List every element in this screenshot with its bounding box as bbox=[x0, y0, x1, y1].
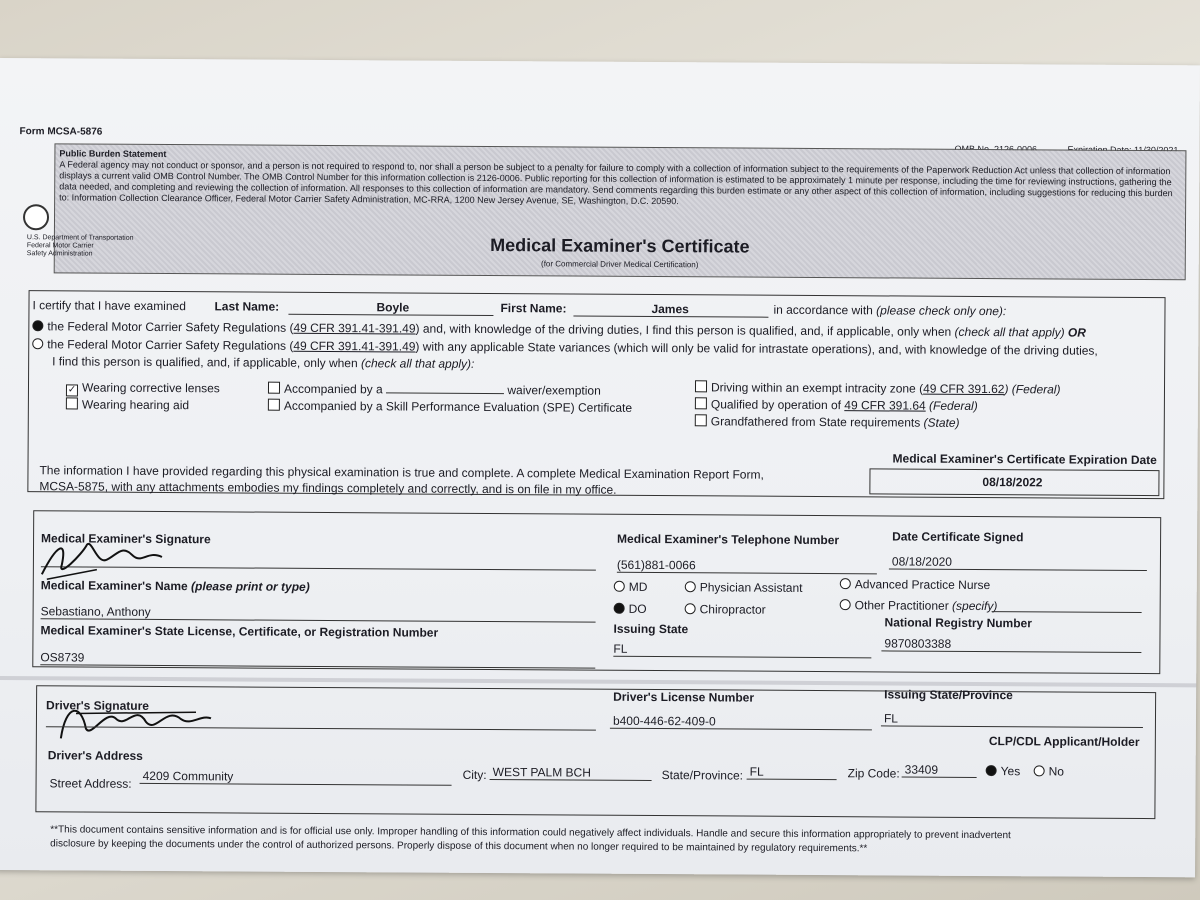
apn-radio[interactable] bbox=[840, 578, 851, 589]
cond-label: Grandfathered from State requirements bbox=[710, 414, 921, 430]
cond-hearing[interactable] bbox=[66, 397, 189, 412]
burden-text: A Federal agency may not conduct or sponsor, and a person is not required to respond to, nor shall a person be subject to a penalty for failure to comply with a collection of information subject to the requirements of the Paperwork Reduction Act unless that collection of information displays a current valid OMB Control Number. The OMB Control Number for this information collection is 2126-0006. Public reporting for this collection of information is estimated to be approximately 1 minute per response, including the time for reviewing instructions, gathering the data needed, and completing and reviewing the collection of information. All responses to this collection of information are mandatory. Send comments regarding this burden estimate or any other aspect of this collection of information, including suggestions for reducing this burden to: Information Collection Clearance Officer, Federal Motor Carrier Safety Administration, MC-RRA, 1200 New Jersey Avenue, SE, Washington, D.C. 20590. bbox=[59, 159, 1173, 207]
credential-label: Physician Assistant bbox=[699, 580, 803, 595]
credential-label: MD bbox=[628, 579, 648, 594]
option-text: the Federal Motor Carrier Safety Regulations ( bbox=[47, 319, 294, 335]
grandfathered-checkbox[interactable] bbox=[695, 414, 707, 426]
option-text: ) with any applicable State variances (which will only be valid for intrastate operations), and, with knowledge of the driving duties, bbox=[415, 339, 1098, 358]
clp-yes-radio[interactable] bbox=[986, 765, 997, 776]
registry-value[interactable]: 9870803388 bbox=[884, 636, 952, 651]
examiner-license-value[interactable]: OS8739 bbox=[40, 650, 85, 665]
clp-yes[interactable] bbox=[986, 764, 1021, 778]
clp-no-radio[interactable] bbox=[1034, 765, 1045, 776]
option-state-radio[interactable] bbox=[32, 338, 43, 349]
cond-note: (State) bbox=[923, 415, 960, 430]
cfr-link[interactable]: 49 CFR 391.64 bbox=[844, 398, 926, 413]
date-signed-label: Date Certificate Signed bbox=[892, 529, 1024, 545]
cond-intracity[interactable] bbox=[695, 380, 1061, 396]
option-text: ) and, with knowledge of the driving duties, I find this person is qualified, and, if applicable, only when bbox=[415, 321, 952, 339]
cond-label: waiver/exemption bbox=[507, 383, 601, 398]
agency-line: Safety Administration bbox=[26, 250, 93, 258]
first-name-value[interactable]: James bbox=[651, 301, 689, 317]
attest-line: The information I have provided regarding this physical examination is true and complete. A complete Medical Examination Report Form, bbox=[39, 463, 764, 482]
driver-state-value[interactable]: FL bbox=[883, 711, 899, 726]
burden-title: Public Burden Statement bbox=[59, 148, 167, 160]
cond-label: Wearing hearing aid bbox=[81, 397, 190, 413]
credential-apn[interactable] bbox=[840, 577, 990, 592]
attestation bbox=[39, 462, 839, 499]
cond-label: Accompanied by a bbox=[283, 381, 383, 397]
driver-address-label: Driver's Address bbox=[47, 748, 143, 763]
credential-label: Other Practitioner bbox=[854, 598, 949, 613]
option-federal-radio[interactable] bbox=[32, 320, 43, 331]
zip-value[interactable]: 33409 bbox=[904, 762, 939, 777]
certificate-subtitle: (for Commercial Driver Medical Certification) bbox=[541, 259, 699, 270]
cond-note: (Federal) bbox=[929, 398, 978, 413]
option-note: (check all that apply) bbox=[954, 324, 1065, 340]
cond-lenses[interactable] bbox=[66, 380, 220, 397]
zip-label: Zip Code: bbox=[847, 766, 900, 781]
date-signed-value[interactable]: 08/18/2020 bbox=[891, 554, 953, 569]
accordance-text bbox=[773, 303, 1006, 318]
first-name-label: First Name: bbox=[500, 301, 567, 316]
agency-line: Federal Motor Carrier bbox=[26, 242, 94, 250]
footer-line: disclosure by keeping the documents under the control of authorized persons. Properly dispose of this document when no longer required to be maintained by regulatory requirements.** bbox=[50, 838, 868, 855]
pa-radio[interactable] bbox=[685, 581, 696, 592]
footer-line: **This document contains sensitive information and is for official use only. Improper handling of this information could negatively affect individuals. Handle and secure this information appropriately to prevent inadvertent bbox=[50, 824, 1011, 842]
certify-intro: I certify that I have examined bbox=[32, 298, 186, 314]
cond-label: Driving within an exempt intracity zone ( bbox=[710, 380, 924, 396]
dot-logo-icon bbox=[23, 204, 49, 230]
credential-chiro[interactable] bbox=[685, 602, 766, 616]
cond-label: Qualified by operation of bbox=[710, 397, 842, 413]
other-radio[interactable] bbox=[840, 599, 851, 610]
cfr-link[interactable]: 49 CFR 391.62 bbox=[923, 381, 1005, 397]
driver-license-value[interactable]: b400-446-62-409-0 bbox=[612, 713, 716, 729]
cond-note: ) (Federal) bbox=[1004, 382, 1061, 397]
credential-label: DO bbox=[628, 601, 647, 616]
examiner-name-value[interactable]: Sebastiano, Anthony bbox=[40, 604, 151, 619]
option-note: (check all that apply): bbox=[360, 356, 475, 371]
driver-state-label: Issuing State/Province bbox=[884, 687, 1013, 703]
credential-pa[interactable] bbox=[685, 580, 803, 595]
cfr-link[interactable]: 49 CFR 391.41-391.49 bbox=[293, 320, 416, 336]
last-name-label: Last Name: bbox=[214, 299, 280, 314]
cond-accompanied[interactable] bbox=[268, 382, 601, 398]
province-label: State/Province: bbox=[661, 768, 744, 783]
province-value[interactable]: FL bbox=[749, 764, 764, 779]
accompanied-checkbox[interactable] bbox=[268, 382, 280, 394]
md-radio[interactable] bbox=[614, 581, 625, 592]
examiner-name-note: (please print or type) bbox=[191, 579, 310, 594]
spe-checkbox[interactable] bbox=[268, 399, 280, 411]
clp-yes-label: Yes bbox=[1000, 764, 1021, 779]
chiro-radio[interactable] bbox=[685, 603, 696, 614]
driver-signature bbox=[56, 693, 216, 744]
examiner-name-label-row bbox=[41, 578, 310, 594]
examiner-name-label: Medical Examiner's Name bbox=[40, 578, 188, 594]
registry-label: National Registry Number bbox=[884, 615, 1032, 631]
examiner-phone-label: Medical Examiner's Telephone Number bbox=[617, 531, 840, 548]
qualified-checkbox[interactable] bbox=[695, 397, 707, 409]
credential-note: (specify) bbox=[952, 598, 998, 614]
cond-qualified[interactable] bbox=[695, 397, 978, 413]
expiration-value: 08/18/2022 bbox=[982, 475, 1043, 490]
cfr-link[interactable]: 49 CFR 391.41-391.49 bbox=[293, 338, 416, 354]
street-value[interactable]: 4209 Community bbox=[142, 768, 234, 784]
form-number: Form MCSA-5876 bbox=[19, 126, 103, 138]
clp-no[interactable] bbox=[1034, 764, 1064, 778]
cond-label: Wearing corrective lenses bbox=[81, 380, 220, 396]
driver-sig-label: Driver's Signature bbox=[46, 698, 149, 713]
certificate-title: Medical Examiner's Certificate bbox=[490, 234, 750, 257]
driver-license-label: Driver's License Number bbox=[613, 689, 755, 705]
accordance-note: (please check only one): bbox=[876, 303, 1007, 319]
expiration-label: Medical Examiner's Certificate Expiration Date bbox=[892, 451, 1157, 468]
credential-other[interactable] bbox=[840, 598, 998, 613]
certificate-paper bbox=[0, 58, 1200, 877]
option-text: the Federal Motor Carrier Safety Regulations ( bbox=[47, 337, 294, 353]
city-label: City: bbox=[462, 767, 487, 782]
examiner-sig-label: Medical Examiner's Signature bbox=[41, 531, 211, 547]
clp-label: CLP/CDL Applicant/Holder bbox=[988, 734, 1140, 749]
accordance-label: in accordance with bbox=[773, 302, 873, 318]
cond-spe[interactable] bbox=[268, 399, 632, 415]
street-label: Street Address: bbox=[49, 776, 132, 791]
agency-line: U.S. Department of Transportation bbox=[26, 234, 134, 242]
issuing-state-label: Issuing State bbox=[613, 621, 689, 637]
credential-do[interactable] bbox=[614, 602, 647, 616]
option-or: OR bbox=[1067, 325, 1086, 340]
waiver-blank[interactable] bbox=[386, 392, 504, 394]
hearing-checkbox[interactable] bbox=[66, 397, 78, 409]
issuing-state-value[interactable]: FL bbox=[613, 641, 628, 656]
form-header bbox=[26, 143, 1187, 280]
cond-grandfathered[interactable] bbox=[695, 414, 960, 430]
city-value[interactable]: WEST PALM BCH bbox=[492, 765, 591, 780]
last-name-value[interactable]: Boyle bbox=[376, 300, 410, 315]
examiner-phone-value[interactable]: (561)881-0066 bbox=[616, 557, 696, 573]
do-radio[interactable] bbox=[614, 603, 625, 614]
lenses-checkbox[interactable]: ✓ bbox=[67, 384, 77, 396]
credential-label: Chiropractor bbox=[699, 602, 766, 617]
examiner-license-label: Medical Examiner's State License, Certificate, or Registration Number bbox=[40, 623, 439, 640]
credential-md[interactable] bbox=[614, 580, 648, 594]
attest-line: MCSA-5875, with any attachments embodies my findings completely and correctly, and is on file in my office. bbox=[39, 479, 617, 497]
option-text: I find this person is qualified, and, if applicable, only when bbox=[52, 354, 358, 371]
cond-label: Accompanied by a Skill Performance Evaluation (SPE) Certificate bbox=[283, 398, 633, 415]
footer-disclaimer bbox=[50, 823, 1150, 858]
burden-statement bbox=[59, 148, 1179, 210]
credential-label: Advanced Practice Nurse bbox=[854, 577, 991, 593]
intracity-checkbox[interactable] bbox=[695, 380, 707, 392]
option-state-cont bbox=[52, 354, 474, 371]
clp-no-label: No bbox=[1048, 764, 1065, 779]
